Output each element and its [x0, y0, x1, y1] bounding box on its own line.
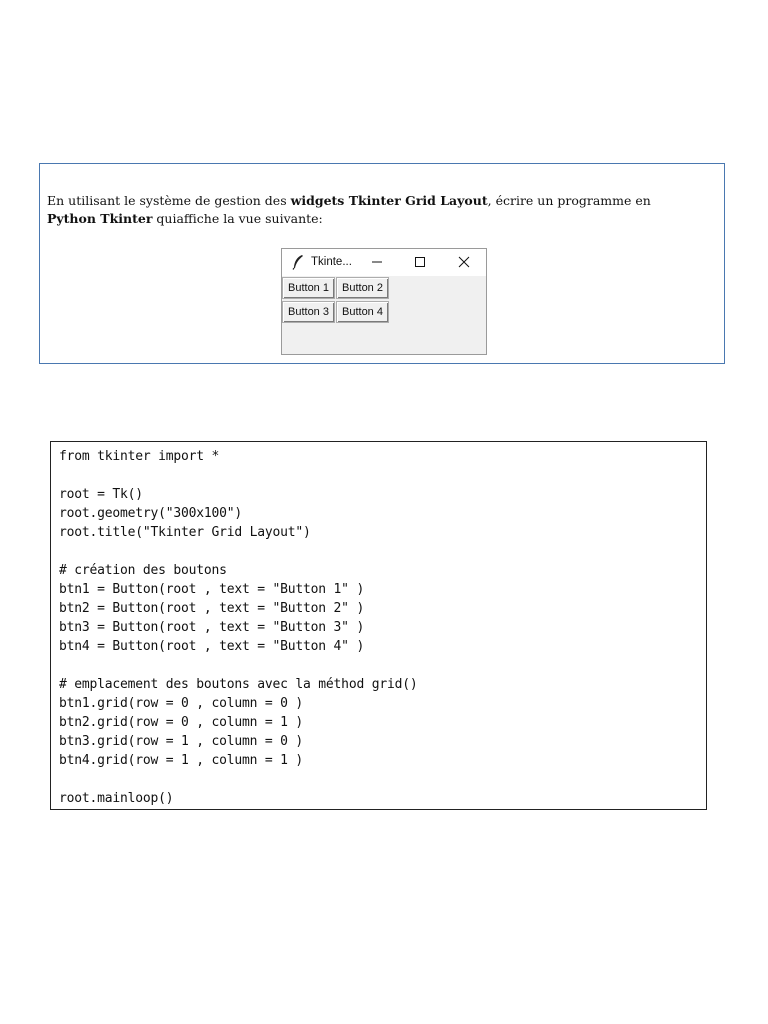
code-line: from tkinter import * — [59, 449, 220, 464]
code-line: btn3 = Button(root , text = "Button 3" ) — [59, 620, 365, 635]
code-line: btn1 = Button(root , text = "Button 1" ) — [59, 582, 365, 597]
exercise-statement — [47, 192, 687, 228]
statement-bold1: widgets Tkinter Grid Layout — [290, 193, 488, 208]
button-1[interactable]: Button 1 — [282, 277, 335, 299]
exercise-box — [39, 163, 725, 364]
button-2[interactable]: Button 2 — [336, 277, 389, 299]
code-line: root = Tk() — [59, 487, 143, 502]
code-line: root.mainloop() — [59, 791, 174, 806]
code-line: # emplacement des boutons avec la méthod grid() — [59, 677, 418, 692]
code-line — [59, 656, 417, 675]
minimize-icon[interactable] — [367, 253, 387, 271]
statement-bold2: Python Tkinter — [47, 211, 153, 226]
code-line — [59, 770, 417, 789]
code-line: btn4 = Button(root , text = "Button 4" ) — [59, 639, 365, 654]
code-line: btn3.grid(row = 1 , column = 0 ) — [59, 734, 304, 749]
button-3[interactable]: Button 3 — [282, 301, 335, 323]
tk-window-preview — [281, 248, 487, 355]
code-box — [50, 441, 707, 810]
code-line — [59, 466, 417, 485]
tk-titlebar — [282, 249, 486, 276]
code-line: root.title("Tkinter Grid Layout") — [59, 525, 311, 540]
maximize-icon[interactable] — [410, 253, 430, 271]
statement-part2: , écrire un programme en — [487, 193, 651, 208]
code-line: btn4.grid(row = 1 , column = 1 ) — [59, 753, 304, 768]
code-line: root.geometry("300x100") — [59, 506, 243, 521]
close-icon[interactable] — [454, 253, 474, 271]
code-line: btn2.grid(row = 0 , column = 1 ) — [59, 715, 304, 730]
feather-icon — [291, 254, 305, 270]
button-4[interactable]: Button 4 — [336, 301, 389, 323]
code-line — [59, 542, 417, 561]
code-line: # création des boutons — [59, 563, 227, 578]
tk-window-title: Tkinte... — [311, 256, 352, 268]
code-listing — [59, 447, 417, 808]
statement-part1: En utilisant le système de gestion des — [47, 193, 291, 208]
statement-part3: quiaffiche la vue suivante: — [152, 211, 323, 226]
code-line: btn1.grid(row = 0 , column = 0 ) — [59, 696, 304, 711]
code-line: btn2 = Button(root , text = "Button 2" ) — [59, 601, 365, 616]
